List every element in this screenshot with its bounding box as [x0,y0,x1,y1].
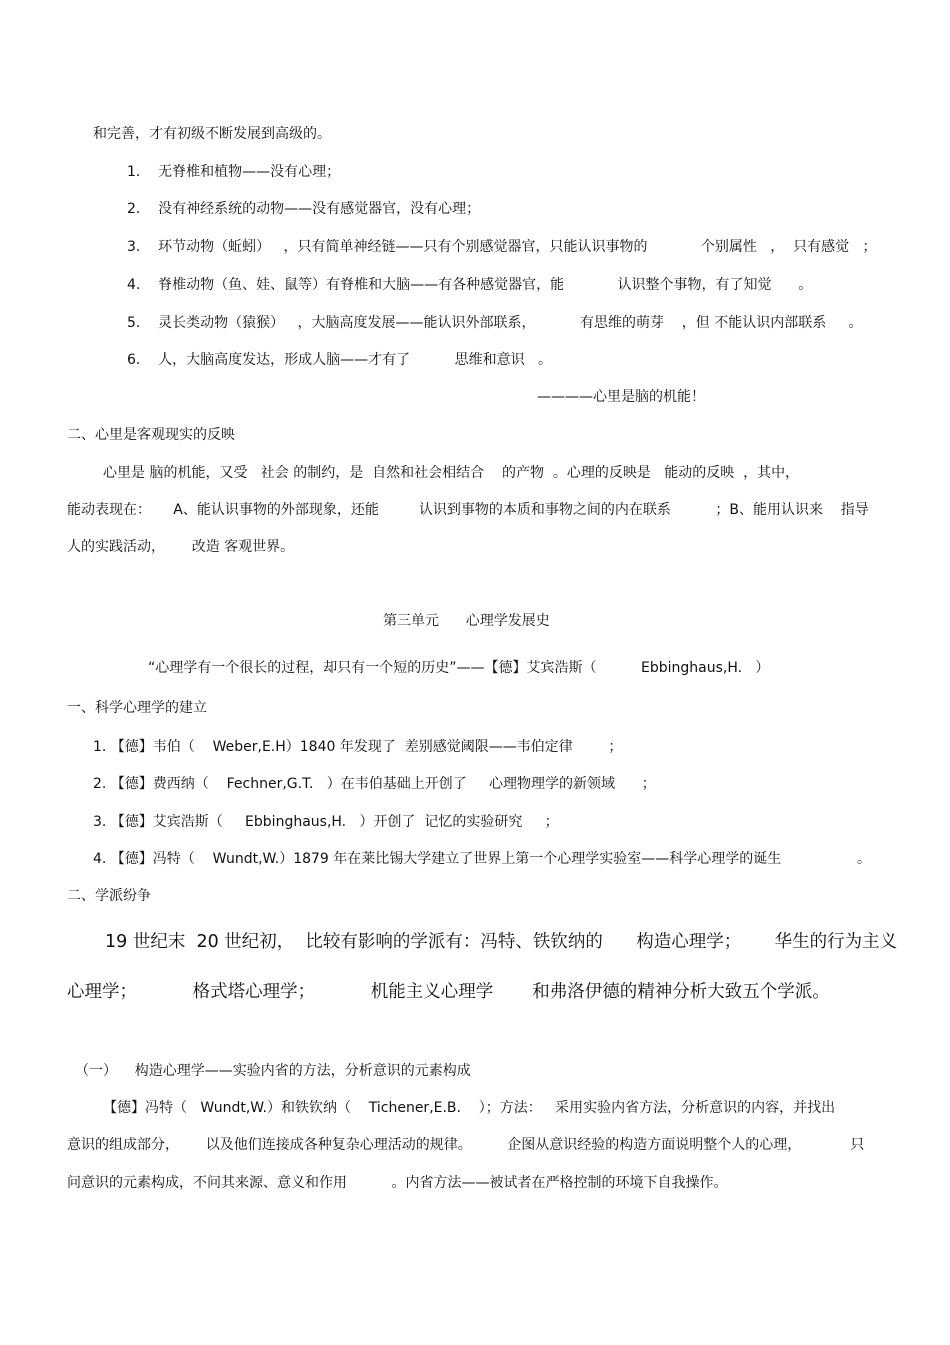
unit-title: 第三单元 心理学发展史 [383,613,550,629]
paragraph-line: 意识的组成部分， 以及他们连接成各种复杂心理活动的规律。 企图从意识经验的构造方面说明整个人的心理， 只 [67,1137,865,1153]
history-item: 1. 【德】韦伯（ Weber,E.H）1840 年发现了 差别感觉阈限——韦伯定律 ； [93,739,623,755]
paragraph-line: 问意识的元素构成，不问其来源、意义和作用 。内省方法——被试者在严格控制的环境下自我操作。 [67,1175,728,1191]
intro-line: 和完善，才有初级不断发展到高级的。 [93,126,331,142]
section-heading: 二、心里是客观现实的反映 [67,427,235,443]
history-item: 2. 【德】费西纳（ Fechner,G.T. ）在韦伯基础上开创了 心理物理学的新领域 ； [93,776,656,792]
paragraph-line: 心里是 脑的机能，又受 社会 的制约，是 自然和社会相结合 的产物 。心理的反映是 能动的反映 ，其中， [103,465,800,481]
evolution-item: 3. 环节动物（蚯蚓） ，只有简单神经链——只有个别感觉器官，只能认识事物的 个别属性 ， 只有感觉 ； [127,239,877,255]
paragraph-line: 能动表现在： A、能认识事物的外部现象，还能 认识到事物的本质和事物之间的内在联系 ；B、能用认识来 指导 [67,502,869,518]
history-item: 3. 【德】艾宾浩斯（ Ebbinghaus,H. ）开创了 记忆的实验研究 ； [93,814,559,830]
evolution-item: 1. 无脊椎和植物——没有心理； [127,164,341,180]
emphasis-line: 心理学； 格式塔心理学； 机能主义心理学 和弗洛伊德的精神分析大致五个学派。 [67,982,830,1002]
conclusion-line: ————心里是脑的机能！ [537,389,705,405]
subsection-heading: （一） 构造心理学——实验内省的方法，分析意识的元素构成 [75,1063,471,1079]
evolution-item: 2. 没有神经系统的动物——没有感觉器官，没有心理； [127,201,481,217]
history-item: 4. 【德】冯特（ Wundt,W.）1879 年在莱比锡大学建立了世界上第一个心理学实验室——科学心理学的诞生 。 [93,851,871,867]
evolution-item: 6. 人，大脑高度发达，形成人脑——才有了 思维和意识 。 [127,352,553,368]
paragraph-line: 【德】冯特（ Wundt,W.）和铁钦纳（ Tichener,E.B. ）；方法： 采用实验内省方法，分析意识的内容，并找出 [103,1100,836,1116]
quote-line: “心理学有一个很长的过程，却只有一个短的历史”——【德】艾宾浩斯（ Ebbinghaus,H. ） [148,660,770,676]
section-heading: 一、科学心理学的建立 [67,700,207,716]
paragraph-line: 人的实践活动， 改造 客观世界。 [67,539,295,555]
evolution-item: 4. 脊椎动物（鱼、娃、鼠等）有脊椎和大脑——有各种感觉器官，能 认识整个事物，有了知觉 。 [127,277,813,293]
emphasis-line: 19 世纪末 20 世纪初， 比较有影响的学派有：冯特、铁钦纳的 构造心理学； 华生的行为主义 [105,932,898,952]
section-heading: 二、学派纷争 [67,888,151,904]
evolution-item: 5. 灵长类动物（猿猴） ，大脑高度发展——能认识外部联系， 有思维的萌芽 ，但 不能认识内部联系 。 [127,315,863,331]
